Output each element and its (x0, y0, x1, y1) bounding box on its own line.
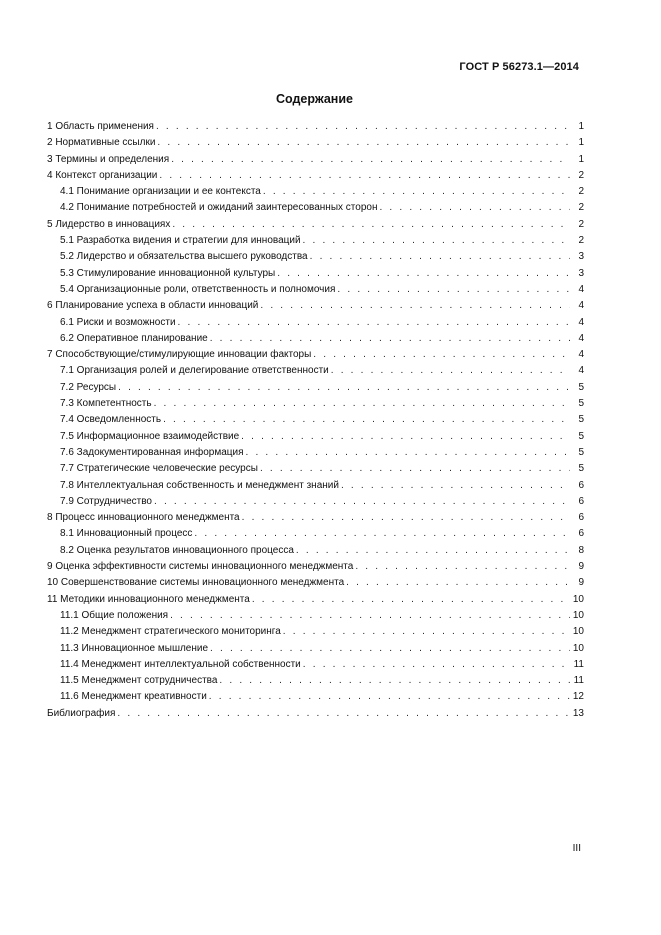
toc-entry[interactable] (47, 184, 584, 200)
toc-entry-page: 5 (578, 446, 584, 458)
toc-title: Содержание (275, 92, 353, 106)
toc-entry-title: 5.1 Разработка видения и стратегии для инноваций (60, 235, 301, 247)
toc-entry-title: 3 Термины и определения (47, 153, 170, 165)
toc-dot-leader (246, 445, 571, 461)
toc-entry[interactable] (47, 624, 584, 640)
toc-dot-leader (242, 510, 570, 526)
toc-entry[interactable] (47, 641, 584, 657)
toc-entry-page: 13 (572, 707, 584, 719)
toc-entry[interactable] (47, 200, 584, 216)
toc-entry-title: 11.6 Менеджмент креативности (60, 691, 207, 703)
toc-entry-title: 7.8 Интеллектуальная собственность и менеджмент знаний (60, 479, 339, 491)
toc-entry-page: 4 (578, 316, 584, 328)
toc-entry[interactable] (47, 380, 584, 396)
toc-entry-page: 11 (573, 658, 584, 670)
toc-entry-page: 3 (578, 267, 584, 279)
toc-dot-leader (118, 380, 570, 396)
toc-dot-leader (310, 249, 570, 265)
toc-dot-leader (260, 298, 570, 314)
toc-entry-title: 7 Способствующие/стимулирующие инновации факторы (47, 349, 312, 361)
toc-entry-page: 8 (578, 544, 584, 556)
toc-entry[interactable] (47, 543, 584, 559)
toc-entry[interactable] (47, 249, 584, 265)
toc-entry-title: 4.1 Понимание организации и ее контекста (60, 186, 261, 198)
toc-entry-page: 2 (578, 235, 584, 247)
toc-entry-page: 4 (578, 332, 584, 344)
toc-entry-title: 5.4 Организационные роли, ответственность и полномочия (60, 283, 336, 295)
toc-entry-title: 9 Оценка эффективности системы инновационного менеджмента (47, 561, 354, 573)
toc-entry[interactable] (47, 510, 584, 526)
toc-dot-leader (163, 412, 570, 428)
toc-entry-page: 10 (572, 593, 584, 605)
toc-dot-leader (252, 592, 570, 608)
toc-entry-title: 6.1 Риски и возможности (60, 316, 176, 328)
toc-entry[interactable] (47, 526, 584, 542)
toc-entry-page: 10 (572, 642, 584, 654)
toc-entry[interactable] (47, 347, 584, 363)
toc-entry-title: 5.3 Стимулирование инновационной культуры (60, 267, 276, 279)
toc-dot-leader (209, 689, 570, 705)
toc-entry-title: 11.5 Менеджмент сотрудничества (60, 675, 218, 687)
toc-entry[interactable] (47, 689, 584, 705)
toc-entry-page: 5 (578, 381, 584, 393)
toc-entry[interactable] (47, 608, 584, 624)
toc-entry[interactable] (47, 575, 584, 591)
toc-dot-leader (172, 217, 570, 233)
toc-entry-title: 7.5 Информационное взаимодействие (60, 430, 240, 442)
toc-dot-leader (296, 543, 570, 559)
toc-dot-leader (154, 396, 570, 412)
toc-dot-leader (303, 233, 570, 249)
toc-entry-page: 3 (578, 251, 584, 263)
toc-entry-title: 11 Методики инновационного менеджмента (47, 593, 250, 605)
toc-entry-title: 6.2 Оперативное планирование (60, 332, 208, 344)
toc-dot-leader (210, 331, 570, 347)
toc-dot-leader (157, 135, 570, 151)
toc-entry-title: 2 Нормативные ссылки (47, 137, 156, 149)
toc-entry-title: 7.6 Задокументированная информация (60, 446, 244, 458)
toc-dot-leader (178, 315, 570, 331)
toc-entry-page: 6 (578, 512, 584, 524)
toc-entry-page: 4 (578, 365, 584, 377)
toc-entry-title: 5 Лидерство в инновациях (47, 218, 171, 230)
toc-entry-title: 4 Контекст организации (47, 169, 158, 181)
toc-entry-page: 11 (573, 675, 584, 687)
toc-dot-leader (355, 559, 570, 575)
toc-dot-leader (313, 347, 570, 363)
toc-entry-title: 8.2 Оценка результатов инновационного процесса (60, 544, 294, 556)
toc-entry-page: 12 (572, 691, 584, 703)
toc-dot-leader (337, 282, 570, 298)
toc-entry[interactable] (47, 315, 584, 331)
page-number: III (572, 843, 581, 854)
toc-entry-title: 6 Планирование успеха в области инноваций (47, 300, 259, 312)
toc-dot-leader (277, 266, 570, 282)
table-of-contents (47, 119, 584, 722)
toc-entry-title: 7.2 Ресурсы (60, 381, 117, 393)
toc-entry-page: 10 (572, 626, 584, 638)
toc-entry-page: 5 (578, 430, 584, 442)
toc-entry[interactable] (47, 396, 584, 412)
toc-entry-page: 5 (578, 414, 584, 426)
toc-dot-leader (260, 461, 570, 477)
toc-entry[interactable] (47, 412, 584, 428)
toc-dot-leader (210, 641, 570, 657)
toc-entry-page: 5 (578, 398, 584, 410)
toc-entry[interactable] (47, 135, 584, 151)
standard-code: ГОСТ Р 56273.1—2014 (459, 61, 579, 73)
toc-dot-leader (194, 526, 570, 542)
toc-dot-leader (219, 673, 570, 689)
toc-entry[interactable] (47, 266, 584, 282)
toc-entry-title: 7.7 Стратегические человеческие ресурсы (60, 463, 258, 475)
toc-dot-leader (159, 168, 570, 184)
toc-entry-page: 6 (578, 479, 584, 491)
toc-entry-page: 1 (578, 137, 584, 149)
toc-entry[interactable] (47, 494, 584, 510)
toc-entry-page: 2 (578, 186, 584, 198)
toc-dot-leader (156, 119, 570, 135)
toc-entry-title: Библиография (47, 707, 116, 719)
toc-entry-page: 6 (578, 528, 584, 540)
toc-entry[interactable] (47, 217, 584, 233)
toc-entry-title: 7.9 Сотрудничество (60, 495, 152, 507)
toc-entry[interactable] (47, 152, 584, 168)
toc-entry[interactable] (47, 445, 584, 461)
toc-entry-page: 2 (578, 218, 584, 230)
toc-dot-leader (171, 152, 570, 168)
toc-entry-title: 7.4 Осведомленность (60, 414, 162, 426)
toc-entry-title: 8.1 Инновационный процесс (60, 528, 193, 540)
toc-dot-leader (154, 494, 570, 510)
toc-entry-title: 10 Совершенствование системы инновационного менеджмента (47, 577, 345, 589)
toc-entry-page: 9 (578, 577, 584, 589)
toc-entry[interactable] (47, 429, 584, 445)
toc-entry[interactable] (47, 168, 584, 184)
toc-entry[interactable] (47, 363, 584, 379)
toc-entry[interactable] (47, 478, 584, 494)
toc-entry-page: 5 (578, 463, 584, 475)
toc-dot-leader (117, 706, 570, 722)
toc-entry[interactable] (47, 233, 584, 249)
toc-entry[interactable] (47, 657, 584, 673)
toc-dot-leader (303, 657, 570, 673)
toc-entry[interactable] (47, 673, 584, 689)
toc-entry-title: 11.3 Инновационное мышление (60, 642, 209, 654)
toc-dot-leader (170, 608, 570, 624)
toc-entry[interactable] (47, 706, 584, 722)
toc-entry-page: 4 (578, 349, 584, 361)
toc-entry-page: 2 (578, 169, 584, 181)
toc-entry[interactable] (47, 559, 584, 575)
toc-entry[interactable] (47, 331, 584, 347)
toc-entry-title: 11.2 Менеджмент стратегического мониторинга (60, 626, 281, 638)
toc-entry-page: 10 (572, 609, 584, 621)
toc-entry-title: 11.1 Общие положения (60, 609, 169, 621)
toc-entry-title: 7.3 Компетентность (60, 398, 152, 410)
toc-dot-leader (346, 575, 570, 591)
toc-entry-page: 2 (578, 202, 584, 214)
toc-entry[interactable] (47, 298, 584, 314)
toc-entry-page: 9 (578, 561, 584, 573)
toc-dot-leader (331, 363, 570, 379)
toc-entry[interactable] (47, 119, 584, 135)
toc-dot-leader (341, 478, 570, 494)
toc-entry-page: 1 (578, 153, 584, 165)
toc-entry[interactable] (47, 282, 584, 298)
toc-entry-title: 11.4 Менеджмент интеллектуальной собственности (60, 658, 301, 670)
toc-entry[interactable] (47, 592, 584, 608)
toc-entry-title: 7.1 Организация ролей и делегирование ответственности (60, 365, 329, 377)
toc-dot-leader (283, 624, 570, 640)
toc-entry-title: 4.2 Понимание потребностей и ожиданий заинтересованных сторон (60, 202, 378, 214)
toc-entry-page: 4 (578, 300, 584, 312)
toc-dot-leader (379, 200, 570, 216)
toc-entry-page: 4 (578, 283, 584, 295)
toc-entry-page: 6 (578, 495, 584, 507)
toc-dot-leader (263, 184, 570, 200)
toc-entry-title: 1 Область применения (47, 121, 154, 132)
toc-dot-leader (241, 429, 570, 445)
toc-entry-page: 1 (578, 121, 584, 132)
toc-entry-title: 5.2 Лидерство и обязательства высшего руководства (60, 251, 308, 263)
toc-entry-title: 8 Процесс инновационного менеджмента (47, 512, 240, 524)
toc-entry[interactable] (47, 461, 584, 477)
